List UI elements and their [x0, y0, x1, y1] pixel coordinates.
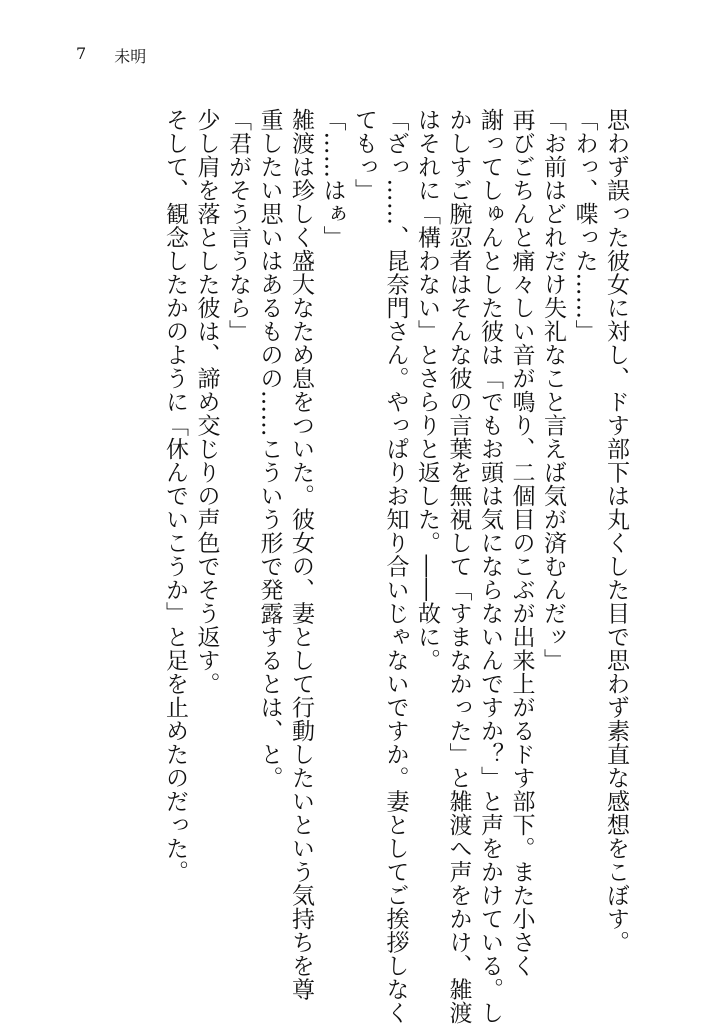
- text-line: 「わっ、喋った……」: [571, 108, 598, 343]
- text-line: 思わず誤った彼女に対し、ドす部下は丸くした目で思わず素直な感想をこぼす。: [603, 108, 629, 954]
- chapter-title: 未明: [114, 47, 147, 66]
- page-number: 7: [76, 44, 87, 63]
- text-line: そして、観念したかのように「休んでいこうか」と足を止めたのだった。: [162, 108, 188, 884]
- running-header: [76, 44, 146, 67]
- text-line: はそれに「構わない」とさらりと返した。――故に。: [414, 108, 440, 672]
- text-line: 重したい思いはあるものの……こういう形で発露するとは、と。: [256, 108, 283, 790]
- text-line: 雑渡は珍しく盛大なため息をついた。彼女の、妻として行動したいという気持ちを尊: [288, 108, 314, 1001]
- text-line: 「お前はどれだけ失礼なこと言えば気が済むんだッ」: [540, 108, 566, 672]
- text-line: てもっ」: [351, 108, 377, 202]
- text-line: 再びごちんと痛々しい音が鳴り、二個目のこぶが出来上がるドす部下。また小さく: [508, 108, 535, 978]
- text-line: 「君がそう言うなら」: [225, 108, 251, 343]
- vertical-text-body: [111, 108, 631, 1025]
- text-line: 謝ってしゅんとした彼は「でもお頭は気にならないんですか？」と声をかけている。し: [477, 108, 503, 1025]
- text-line: 少し肩を落とした彼は、諦め交じりの声色でそう返す。: [193, 108, 220, 696]
- text-line: かしすご腕忍者はそんな彼の言葉を無視して「すまなかった」と雑渡へ声をかけ、雑渡: [445, 108, 472, 1025]
- text-line: 「……はぁ」: [319, 108, 346, 249]
- text-line: 「ざっ……、昆奈門さん。やっぱりお知り合いじゃないですか。妻としてご挨拶しなく: [382, 108, 409, 1025]
